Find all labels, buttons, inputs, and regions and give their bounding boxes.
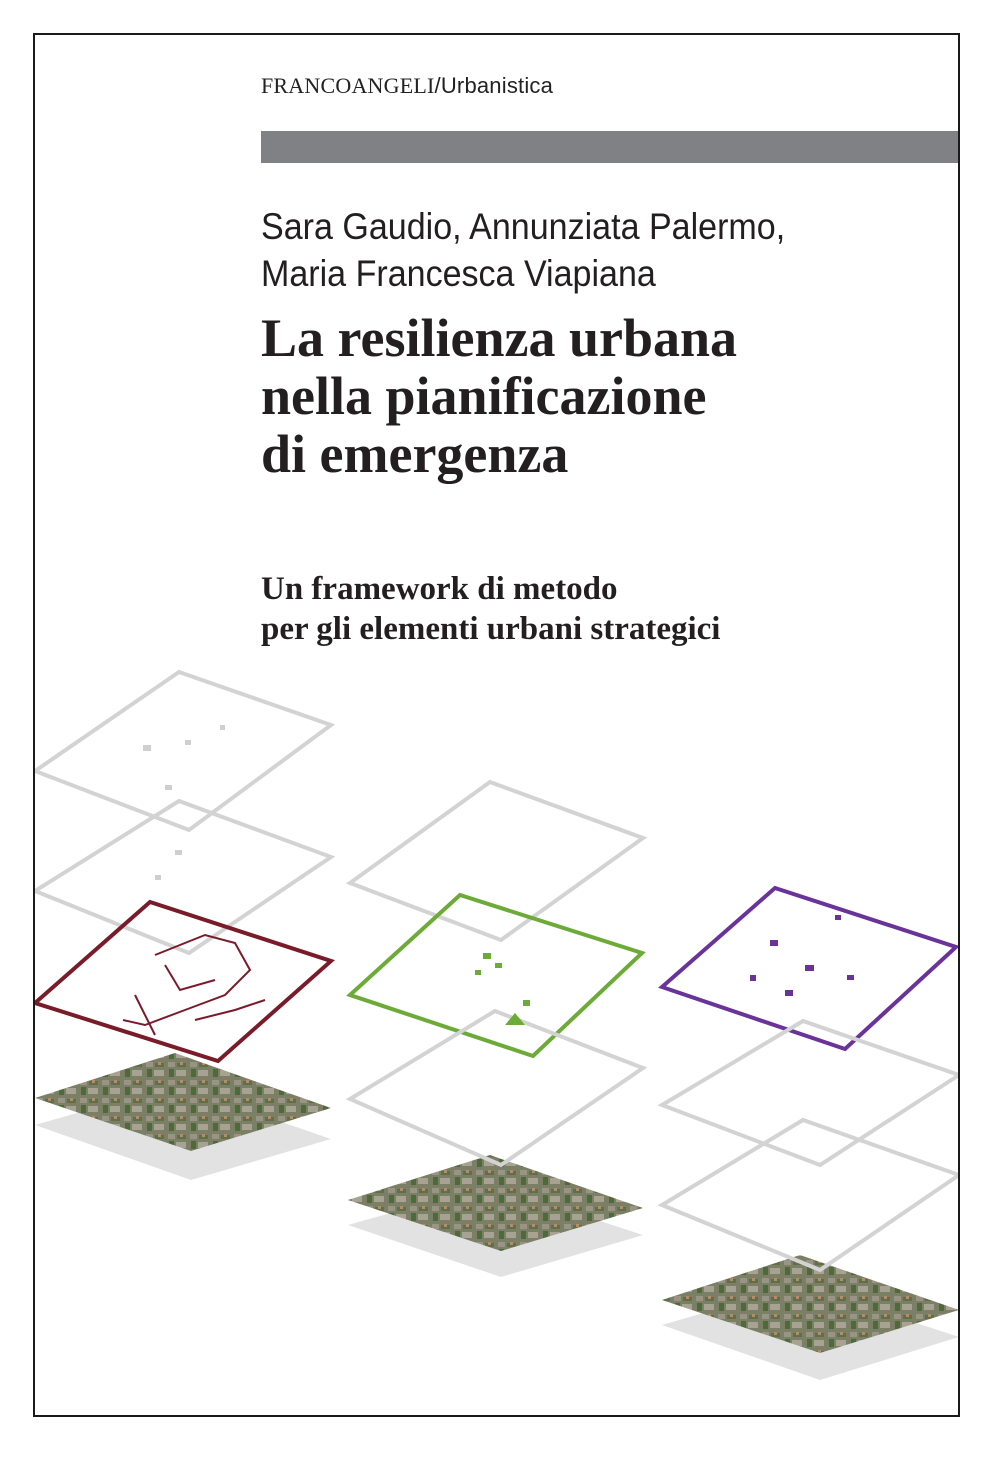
right-layer-network: [662, 1120, 959, 1270]
left-layer-mid: [35, 801, 331, 953]
right-layer-mid: [662, 1021, 959, 1165]
subtitle-line-1: Un framework di metodo: [261, 571, 618, 607]
title-line-1: La resilienza urbana: [261, 308, 738, 368]
publisher-name: FRANCOANGELI: [261, 73, 435, 98]
authors-line-2: Maria Francesca Viapiana: [261, 253, 656, 294]
middle-layer-top: [350, 782, 643, 940]
left-layer-top: [35, 672, 331, 830]
authors-line-1: Sara Gaudio, Annunziata Palermo,: [261, 206, 786, 247]
right-layer-stack: [662, 888, 959, 1380]
title-line-3: di emergenza: [261, 424, 569, 484]
left-layer-stack: [35, 672, 331, 1180]
layered-maps-illustration: [35, 35, 960, 1417]
title-line-2: nella pianificazione: [261, 366, 707, 426]
left-layer-red: [35, 902, 331, 1061]
middle-layer-stack: [348, 782, 643, 1277]
middle-layer-network: [350, 1011, 643, 1165]
book-cover: [33, 33, 960, 1417]
middle-layer-green: [350, 895, 642, 1056]
subtitle-line-2: per gli elementi urbani strategici: [261, 611, 721, 647]
series-name: /Urbanistica: [434, 73, 554, 98]
